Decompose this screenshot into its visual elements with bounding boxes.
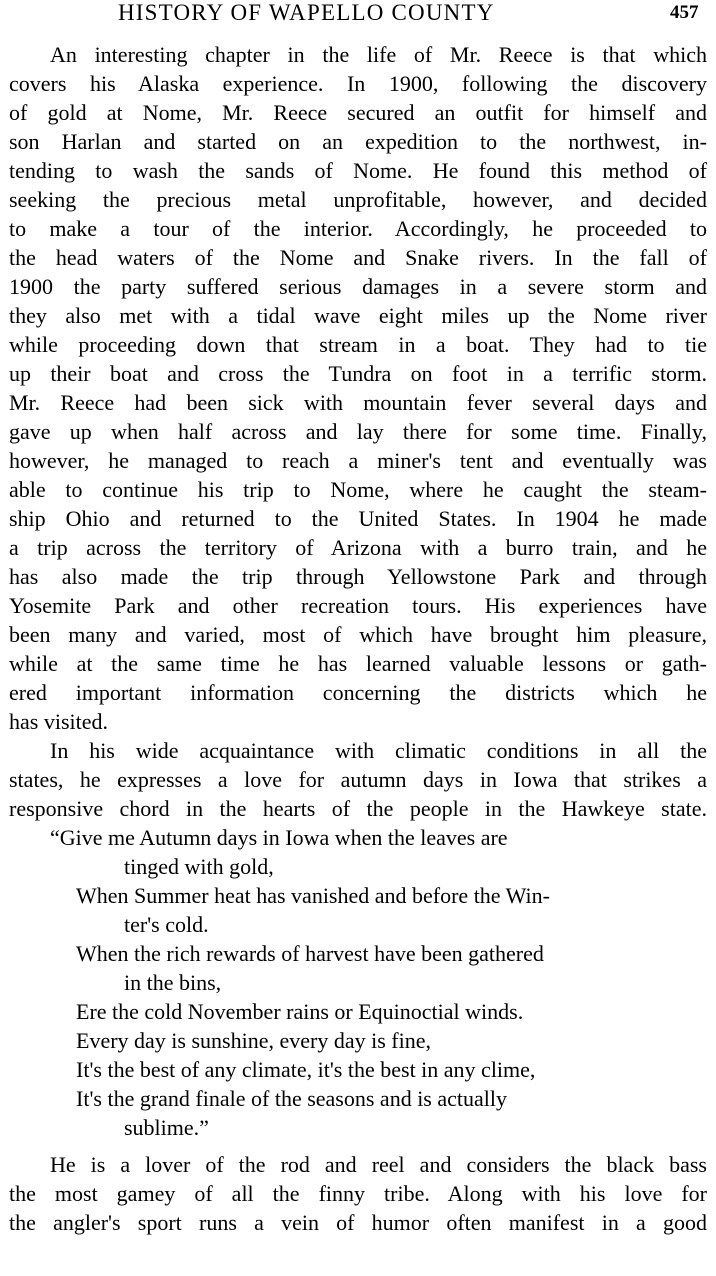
text-line: ered important information concerning the districts which he	[9, 680, 707, 705]
page-header	[0, 0, 716, 30]
text-line: has also made the trip through Yellowstone Park and through	[9, 564, 707, 589]
text-line: An interesting chapter in the life of Mr. Reece is that which	[50, 42, 707, 67]
text-line: Mr. Reece had been sick with mountain fever several days and	[9, 390, 707, 415]
text-line: gave up when half across and lay there for some time. Finally,	[9, 419, 707, 444]
text-line: the head waters of the Nome and Snake rivers. In the fall of	[9, 245, 707, 270]
poem-line: When the rich rewards of harvest have been gathered	[76, 941, 544, 966]
text-line: covers his Alaska experience. In 1900, following the discovery	[9, 71, 707, 96]
text-line: while at the same time he has learned valuable lessons or gath-	[9, 651, 707, 676]
poem-line: ter's cold.	[124, 912, 209, 937]
text-line: been many and varied, most of which have brought him pleasure,	[9, 622, 707, 647]
poem-line: Every day is sunshine, every day is fine,	[76, 1028, 431, 1053]
text-line: ship Ohio and returned to the United States. In 1904 he made	[9, 506, 707, 531]
text-line: the angler's sport runs a vein of humor often manifest in a good	[9, 1210, 707, 1235]
text-line: responsive chord in the hearts of the people in the Hawkeye state.	[9, 796, 707, 821]
text-line: while proceeding down that stream in a boat. They had to tie	[9, 332, 707, 357]
text-line: the most gamey of all the finny tribe. Along with his love for	[9, 1181, 707, 1206]
text-line: however, he managed to reach a miner's tent and eventually was	[9, 448, 707, 473]
text-line: In his wide acquaintance with climatic conditions in all the	[50, 738, 707, 763]
text-line: of gold at Nome, Mr. Reece secured an outfit for himself and	[9, 100, 707, 125]
text-line: has visited.	[9, 709, 108, 734]
text-line: up their boat and cross the Tundra on foot in a terrific storm.	[9, 361, 707, 386]
text-line: 1900 the party suffered serious damages in a severe storm and	[9, 274, 707, 299]
poem-line: in the bins,	[124, 970, 222, 995]
running-title: HISTORY OF WAPELLO COUNTY	[118, 0, 495, 25]
poem-line: Ere the cold November rains or Equinoctial winds.	[76, 999, 524, 1024]
poem-line: It's the grand finale of the seasons and is actually	[76, 1086, 507, 1111]
text-line: able to continue his trip to Nome, where he caught the steam-	[9, 477, 707, 502]
poem-line: It's the best of any climate, it's the best in any clime,	[76, 1057, 536, 1082]
text-line: they also met with a tidal wave eight miles up the Nome river	[9, 303, 707, 328]
poem-line: sublime.”	[124, 1115, 209, 1140]
poem-line: “Give me Autumn days in Iowa when the leaves are	[50, 825, 508, 850]
page-number: 457	[670, 2, 699, 23]
text-line: seeking the precious metal unprofitable, however, and decided	[9, 187, 707, 212]
text-line: tending to wash the sands of Nome. He found this method of	[9, 158, 707, 183]
text-line: states, he expresses a love for autumn days in Iowa that strikes a	[9, 767, 707, 792]
poem-line: tinged with gold,	[124, 854, 274, 879]
text-line: He is a lover of the rod and reel and considers the black bass	[50, 1152, 707, 1177]
text-line: to make a tour of the interior. Accordingly, he proceeded to	[9, 216, 707, 241]
text-line: a trip across the territory of Arizona with a burro train, and he	[9, 535, 707, 560]
text-line: Yosemite Park and other recreation tours. His experiences have	[9, 593, 707, 618]
poem-line: When Summer heat has vanished and before the Win-	[76, 883, 550, 908]
text-line: son Harlan and started on an expedition to the northwest, in-	[9, 129, 707, 154]
